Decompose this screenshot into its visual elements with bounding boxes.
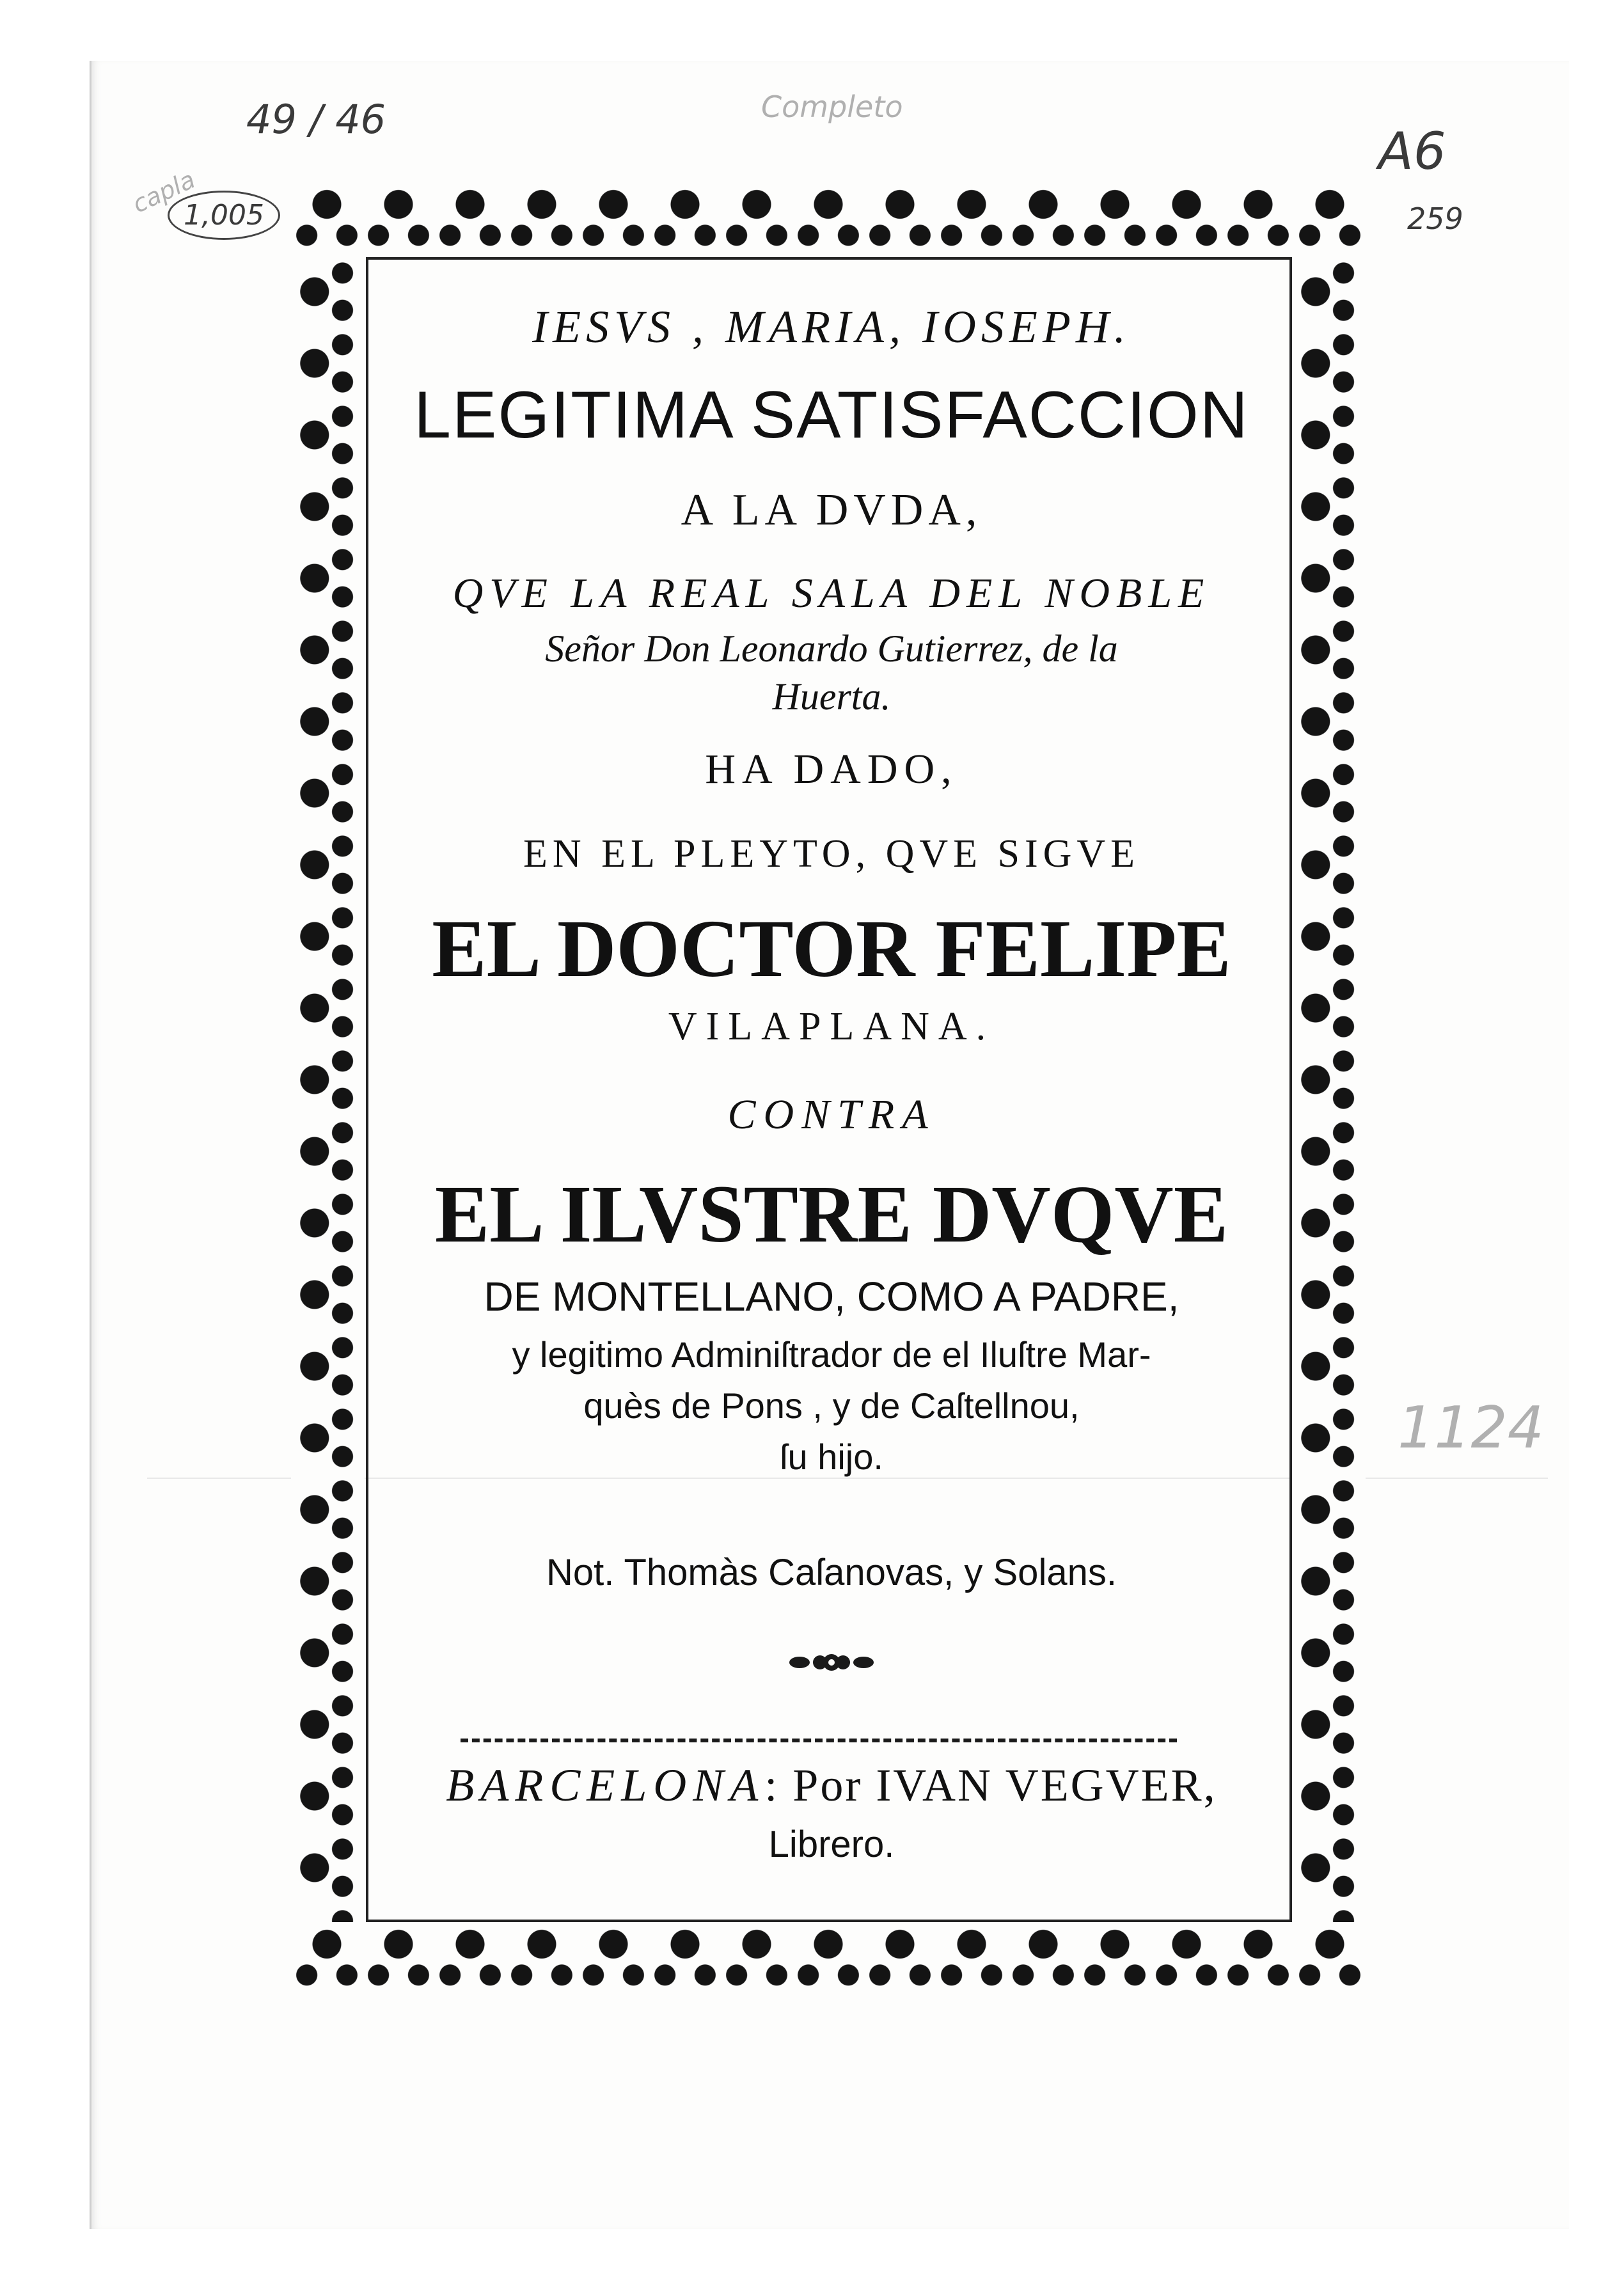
- page-number-note: 259: [1407, 201, 1463, 236]
- ornament-border-bottom: [291, 1922, 1366, 1996]
- imprint-printer: : Por IVAN VEGVER,: [764, 1760, 1217, 1811]
- circled-number: 1,005: [168, 191, 280, 240]
- subtitle: A LA DVDA,: [681, 485, 982, 535]
- line-el-ilustre-duque: EL ILVSTRE DVQVE: [434, 1169, 1229, 1259]
- notary-line: Not. Thomàs Caſanovas, y Solans.: [546, 1552, 1117, 1593]
- ornament-border-left: [291, 256, 365, 1922]
- line-huerta: Huerta.: [772, 675, 891, 718]
- right-margin-mark: 1124: [1398, 1394, 1545, 1462]
- ornament-border-right: [1292, 256, 1366, 1922]
- line-de-montellano: DE MONTELLANO, COMO A PADRE,: [484, 1274, 1179, 1320]
- line-senor-don-leonardo: Señor Don Leonardo Gutierrez, de la: [545, 627, 1118, 670]
- line-su-hijo: ſu hijo.: [780, 1437, 883, 1477]
- shelf-code: A6: [1378, 122, 1446, 181]
- imprint-role: Librero.: [768, 1824, 895, 1865]
- faint-top-note: Completo: [761, 90, 903, 124]
- faint-left-note: capla: [128, 165, 200, 219]
- shelfmark-number: 49 / 46: [246, 96, 386, 143]
- fleuron-ornament-icon: [787, 1647, 876, 1678]
- line-marques-de-pons: quès de Pons , y de Caſtellnou,: [583, 1385, 1080, 1426]
- line-que-la-real-sala: QVE LA REAL SALA DEL NOBLE: [452, 570, 1211, 617]
- invocation: IESVS , MARIA, IOSEPH.: [532, 301, 1131, 352]
- line-ha-dado: HA DADO,: [705, 746, 958, 793]
- line-legitimo-administrador: y legitimo Adminiſtrador de el Iluſtre Mar-: [512, 1334, 1151, 1375]
- line-contra: CONTRA: [727, 1091, 936, 1138]
- imprint-line: [384, 1759, 1279, 1812]
- line-el-doctor-felipe: EL DOCTOR FELIPE: [432, 903, 1231, 994]
- line-en-el-pleyto: EN EL PLEYTO, QVE SIGVE: [523, 832, 1140, 876]
- imprint-rule: [461, 1739, 1177, 1742]
- imprint-city: BARCELONA: [446, 1760, 765, 1811]
- line-vilaplana: VILAPLANA.: [668, 1005, 995, 1048]
- main-title: LEGITIMA SATISFACCION: [414, 378, 1249, 452]
- ornament-border-top: [291, 182, 1366, 256]
